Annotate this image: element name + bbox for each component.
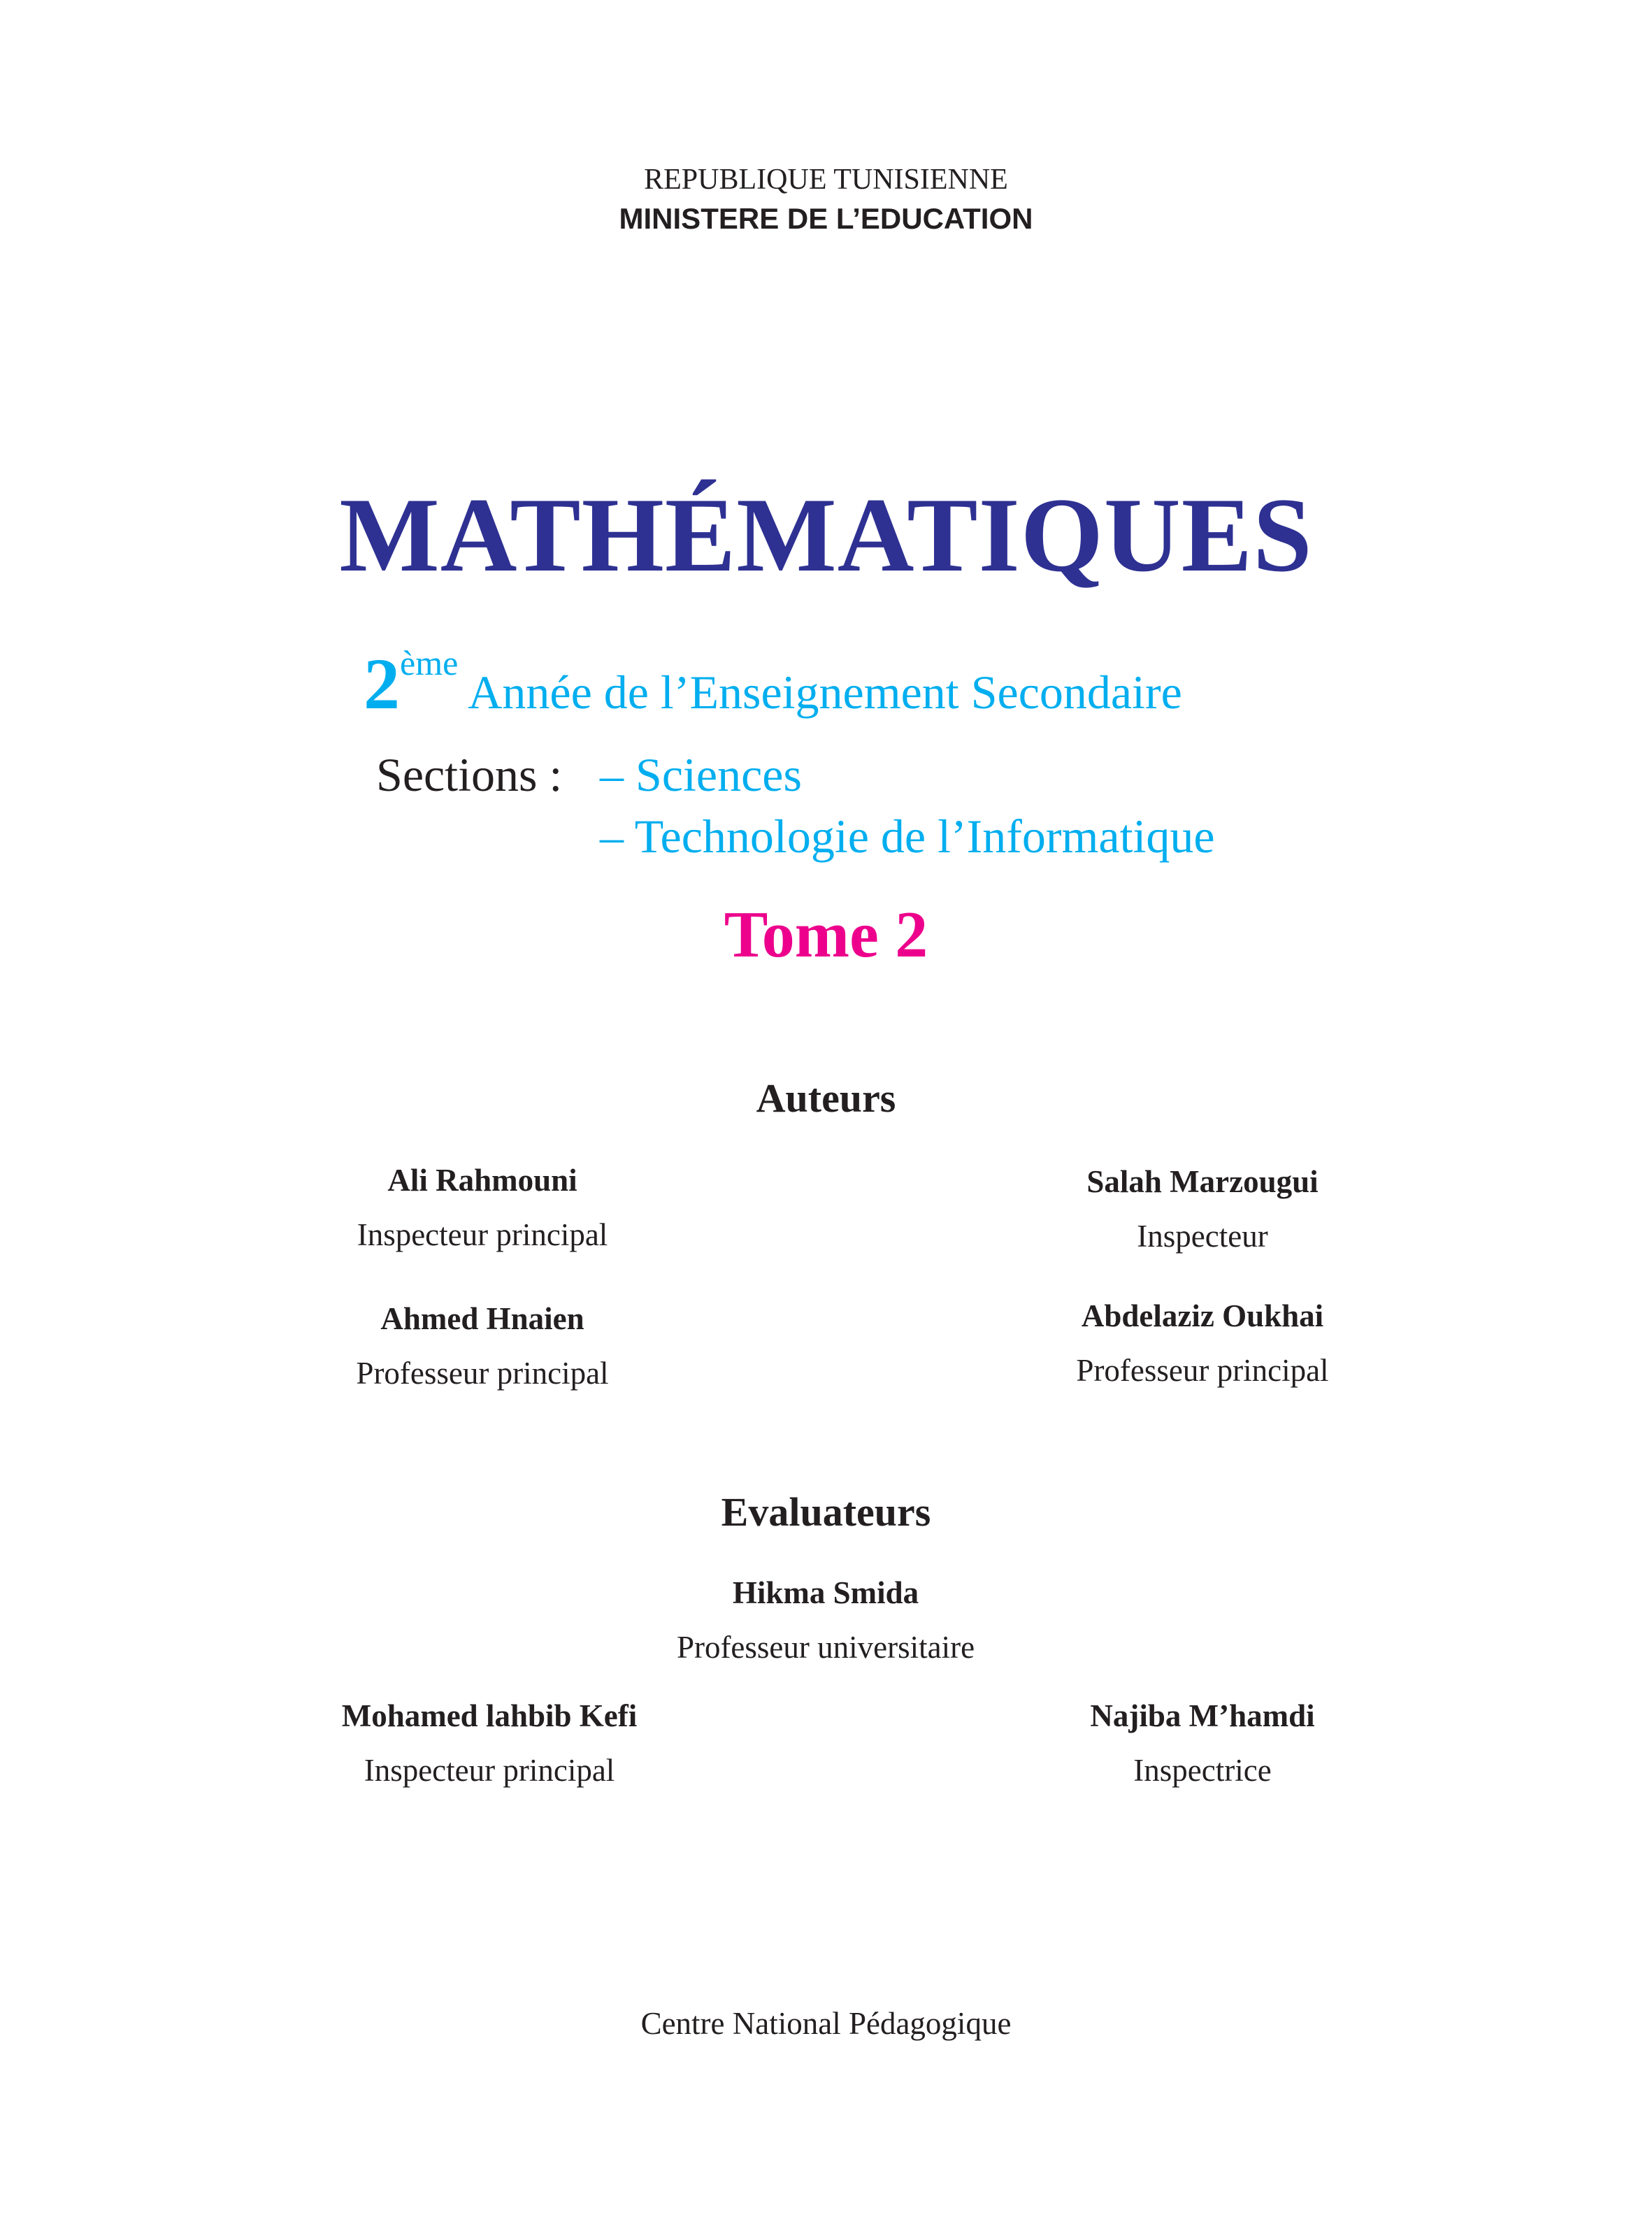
authors-heading: Auteurs: [756, 1075, 896, 1121]
ministry-name: MINISTERE DE L’EDUCATION: [619, 202, 1033, 235]
evaluator-entry: [280, 1696, 699, 1790]
evaluator-role: Inspectrice: [1133, 1753, 1272, 1788]
country-name: REPUBLIQUE TUNISIENNE: [644, 164, 1008, 196]
author-entry: [993, 1162, 1412, 1256]
author-role: Inspecteur: [1137, 1219, 1268, 1254]
author-entry: [273, 1299, 692, 1393]
sections-label: Sections :: [376, 748, 563, 801]
grade-number: 2: [364, 644, 400, 724]
author-name: Abdelaziz Oukhai: [1081, 1298, 1324, 1333]
author-name: Ahmed Hnaien: [380, 1301, 584, 1336]
tome-label: Tome 2: [724, 898, 928, 971]
publisher-name: Centre National Pédagogique: [640, 2006, 1012, 2041]
section-item: – Technologie de l’Informatique: [600, 810, 1215, 863]
author-entry: [273, 1161, 692, 1254]
author-role: Professeur principal: [356, 1356, 609, 1391]
evaluator-name: Hikma Smida: [732, 1575, 919, 1610]
book-title: MATHÉMATIQUES: [339, 476, 1313, 594]
grade-suffix: ème: [400, 643, 459, 682]
author-entry: [993, 1296, 1412, 1390]
evaluator-role: Inspecteur principal: [364, 1753, 615, 1788]
author-name: Ali Rahmouni: [387, 1163, 577, 1198]
evaluator-name: Najiba M’hamdi: [1090, 1698, 1315, 1733]
evaluator-name: Mohamed lahbib Kefi: [341, 1698, 638, 1733]
author-role: Professeur principal: [1076, 1353, 1329, 1388]
evaluator-entry: [993, 1696, 1412, 1790]
section-item: – Sciences: [600, 748, 802, 801]
evaluator-entry: [616, 1573, 1035, 1667]
evaluator-role: Professeur universitaire: [676, 1630, 975, 1665]
author-role: Inspecteur principal: [357, 1217, 608, 1252]
evaluators-heading: Evaluateurs: [721, 1489, 931, 1535]
author-name: Salah Marzougui: [1086, 1164, 1319, 1199]
grade-text: Année de l’Enseignement Secondaire: [468, 666, 1182, 719]
grade-line: [364, 621, 1182, 747]
